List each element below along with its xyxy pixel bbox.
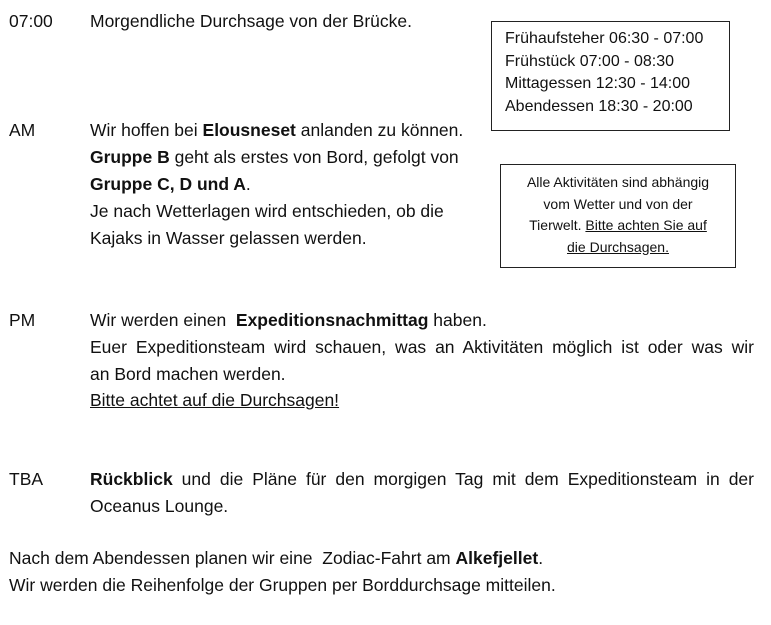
tba-line-2: Oceanus Lounge.: [90, 496, 229, 516]
landing-site: Elousneset: [202, 120, 296, 140]
footer-line-1: Nach dem Abendessen planen wir eine Zodiac-Fahrt am Alkefjellet.: [9, 548, 544, 568]
notice-line-2: vom Wetter und von der: [543, 195, 693, 212]
expedition-afternoon: Expeditionsnachmittag: [235, 310, 429, 330]
am-line-5: Kajaks in Wasser gelassen werden.: [90, 228, 367, 248]
am-line-4: Je nach Wetterlagen wird entschieden, ob die: [90, 201, 444, 221]
meal-lunch: Mittagessen 12:30 - 14:00: [505, 75, 691, 92]
recap: Rückblick: [90, 469, 173, 489]
groups-cda: Gruppe C, D und A: [90, 174, 246, 194]
notice-line-1: Alle Aktivitäten sind abhängig: [526, 174, 710, 190]
time-am: AM: [9, 120, 36, 140]
time-pm: PM: [9, 310, 36, 330]
meal-times-box: [491, 21, 730, 131]
time-morning: 07:00: [9, 11, 53, 31]
activity-notice-box: [500, 164, 736, 268]
tba-line-1: Rückblick und die Pläne für den morgigen Tag mit dem Expeditionsteam in der: [90, 469, 754, 489]
am-line-3: Gruppe C, D und A.: [90, 174, 251, 194]
footer-line-2: Wir werden die Reihenfolge der Gruppen per Borddurchsage mitteilen.: [9, 575, 556, 595]
morning-announcement: Morgendliche Durchsage von der Brücke.: [90, 11, 412, 31]
am-line-2: Gruppe B geht als erstes von Bord, gefolgt von: [90, 147, 459, 167]
meal-dinner: Abendessen 18:30 - 20:00: [505, 97, 693, 115]
pm-line-1: Wir werden einen Expeditionsnachmittag haben.: [90, 310, 487, 330]
zodiac-location: Alkefjellet: [455, 548, 539, 568]
notice-line-3: Tierwelt. Bitte achten Sie auf: [529, 217, 707, 233]
time-tba: TBA: [9, 469, 44, 489]
am-line-1: Wir hoffen bei Elousneset anlanden zu können.: [90, 120, 464, 140]
meal-breakfast: Frühstück 07:00 - 08:30: [505, 52, 674, 70]
pm-line-2: Euer Expeditionsteam wird schauen, was an Aktivitäten möglich ist oder was wir: [90, 337, 754, 357]
group-b: Gruppe B: [90, 147, 170, 167]
pm-line-3: an Bord machen werden.: [90, 364, 286, 384]
meal-early-risers: Frühaufsteher 06:30 - 07:00: [505, 30, 704, 47]
pm-announcement-note: Bitte achtet auf die Durchsagen!: [90, 390, 340, 410]
notice-line-4: die Durchsagen.: [567, 238, 669, 255]
